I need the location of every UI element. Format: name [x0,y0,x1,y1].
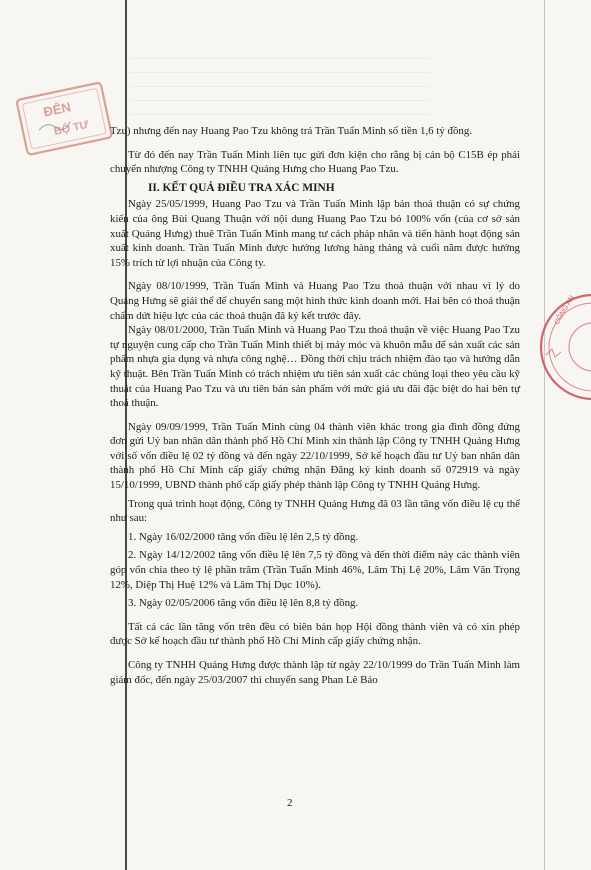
paragraph: Ngày 09/09/1999, Trần Tuấn Minh cùng 04 thành viên khác trong gia đình đồng đứng đơn gửi Uỷ ban nhân dân thành phố Hồ Chí Minh xin thành lập Công ty TNHH Quảng Hưng với số vốn điều lệ 02 tỷ đồng và đến ngày 22/10/1999, Sở kế hoạch đầu tư Uỷ ban nhân dân thành phố Hồ Chí Minh cấp giấy chứng nhận Đăng ký kinh doanh số 072919 và ngày 15/10/1999, UBND thành phố cấp giấy phép thành lập Công ty TNHH Quảng Hưng. [110,420,520,492]
section-heading: II. KẾT QUẢ ĐIỀU TRA XÁC MINH [148,181,335,194]
page-number: 2 [287,797,293,809]
list-item: 1. Ngày 16/02/2000 tăng vốn điều lệ lên 2,5 tỷ đồng. [128,530,359,543]
paragraph: Từ đó đến nay Trần Tuấn Minh liên tục gửi đơn kiện cho rằng bị cán bộ C15B ép phải chuyển nhượng Công ty TNHH Quảng Hưng cho Huang Pao Tzu. [110,148,520,176]
paragraph: Ngày 08/10/1999, Trần Tuấn Minh và Huang Pao Tzu thoả thuận với nhau vì lý do Quảng Hưng sẽ giải thể để chuyển sang một hình thức kinh doanh mới. Hai bên có thoả thuận chấm dứt hiệu lực của các thoả thuận đã ký kết trước đây. [110,280,520,322]
list-item: 3. Ngày 02/05/2006 tăng vốn điều lệ lên 8,8 tỷ đồng. [128,597,359,610]
bleed-through-text [130,55,430,115]
page-edge-line [544,0,545,870]
document-body [110,124,520,687]
stamp-left-label-1: ĐẾN [42,99,73,120]
paragraph: Ngày 25/05/1999, Huang Pao Tzu và Trần Tuấn Minh lập bản thoả thuận có sự chứng kiến của ông Bùi Quang Thuận với nội dung Huang Pao Tzu bỏ 100% vốn (của cơ sở sản xuất Quảng Hưng) thuê Trần Tuấn Minh mang tư cách pháp nhân và tiến hành hoạt động sản xuất kinh doanh. Trần Tuấn Minh được hưởng lương hàng tháng và cuối năm được hưởng 15% trích từ lợi nhuận của Công ty. [110,198,520,269]
paragraph: Tất cả các lần tăng vốn trên đều có biên bản họp Hội đồng thành viên và có xin phép được Sở kế hoạch đầu tư thành phố Hồ Chí Minh cấp giấy chứng nhận. [110,620,520,648]
stamp-left-label-2: BỘ TƯ [52,118,90,138]
official-seal [538,285,591,415]
paragraph: Ngày 08/01/2000, Trần Tuấn Minh và Huang Pao Tzu thoả thuận về việc Huang Pao Tzu tự nguyện cung cấp cho Trần Tuấn Minh thiết bị máy móc và khuôn mẫu để sản xuất các sản phẩm nhựa gia dụng và nhựa công nghệ… Đồng thời chịu trách nhiệm đào tạo và hướng dẫn kỹ thuật. Bên Trần Tuấn Minh có trách nhiệm ưu tiên sản xuất các chủng loại theo yêu cầu kỹ thuật của Huang Pao Tzu và ưu tiên bán sản phẩm với mức giá ưu đãi đặc biệt do hai bên tự thoả thuận. [110,324,520,410]
list-item: 2. Ngày 14/12/2002 tăng vốn điều lệ lên 7,5 tỷ đồng và đến thời điểm này các thành viên góp vốn chia theo tỷ lệ phần trăm (Trần Tuấn Minh 46%, Lâm Thị Lệ 20%, Lâm Văn Trọng 12%, Diệp Thị Huệ 12% và Lâm Thị Dục 10%). [110,549,520,591]
paragraph: Trong quá trình hoạt động, Công ty TNHH Quảng Hưng đã 03 lần tăng vốn điều lệ cụ thể như sau: [110,497,520,525]
paragraph: Công ty TNHH Quảng Hưng được thành lập từ ngày 22/10/1999 do Trần Tuấn Minh làm giám đốc, đến ngày 25/03/2007 thì chuyển sang Phan Lê Bảo [110,659,520,686]
received-stamp [1,74,124,170]
paragraph: Tzu) nhưng đến nay Huang Pao Tzu không trả Trần Tuấn Minh số tiền 1,6 tỷ đồng. [110,125,473,137]
seal-text: CÔNG AN [553,294,576,326]
